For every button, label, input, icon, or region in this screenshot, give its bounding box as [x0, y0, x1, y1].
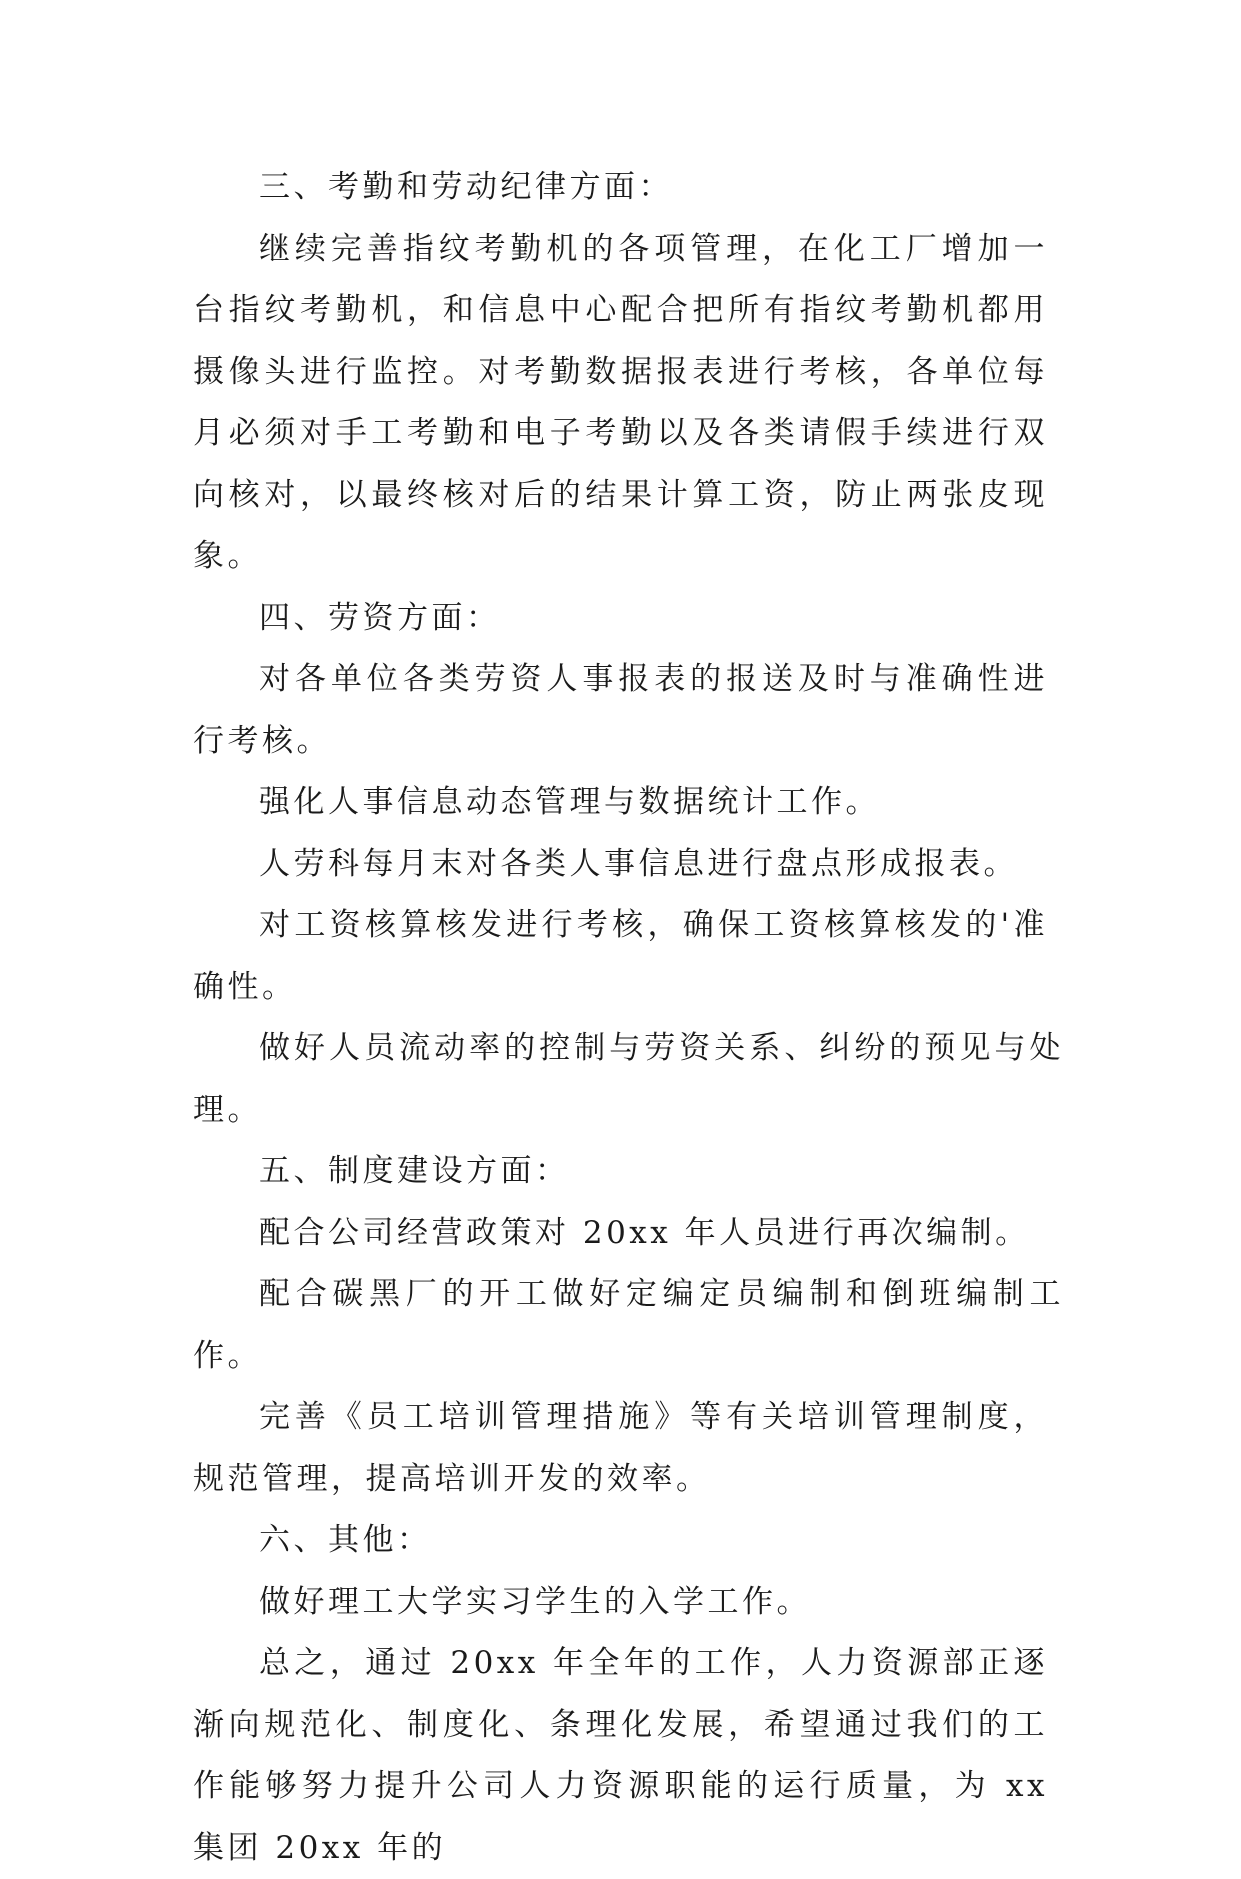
paragraph-payroll: 对工资核算核发进行考核，确保工资核算核发的'准确性。: [193, 907, 1048, 1005]
paragraph-hr-info: 强化人事信息动态管理与数据统计工作。: [259, 784, 880, 820]
document-body: [193, 157, 1064, 1879]
heading-attendance: 三、考勤和劳动纪律方面：: [259, 169, 673, 205]
heading-system: 五、制度建设方面：: [259, 1153, 570, 1189]
paragraph-internship: 做好理工大学实习学生的入学工作。: [259, 1583, 811, 1620]
paragraph-attendance: 继续完善指纹考勤机的各项管理，在化工厂增加一台指纹考勤机，和信息中心配合把所有指纹考勤机都用摄像头进行监控。对考勤数据报表进行考核，各单位每月必须对手工考勤和电子考勤以及各类请假手续进行双向核对，以最终核对后的结果计算工资，防止两张皮现象。: [193, 230, 1048, 574]
paragraph-training: 完善《员工培训管理措施》等有关培训管理制度，规范管理，提高培训开发的效率。: [193, 1399, 1048, 1497]
paragraph-carbon-black: 配合碳黑厂的开工做好定编定员编制和倒班编制工作。: [193, 1276, 1064, 1374]
paragraph-labor-reports: 对各单位各类劳资人事报表的报送及时与准确性进行考核。: [193, 661, 1048, 759]
heading-labor: 四、劳资方面：: [259, 599, 501, 636]
heading-other: 六、其他：: [259, 1522, 432, 1558]
paragraph-summary: 总之，通过 20xx 年全年的工作，人力资源部正逐渐向规范化、制度化、条理化发展，希望通过我们的工作能够努力提升公司人力资源职能的运行质量，为 xx 集团 20xx 年的: [193, 1645, 1048, 1866]
paragraph-turnover: 做好人员流动率的控制与劳资关系、纠纷的预见与处理。: [193, 1030, 1064, 1128]
paragraph-monthly-inventory: 人劳科每月末对各类人事信息进行盘点形成报表。: [259, 845, 1018, 882]
paragraph-staffing: 配合公司经营政策对 20xx 年人员进行再次编制。: [259, 1214, 1030, 1251]
